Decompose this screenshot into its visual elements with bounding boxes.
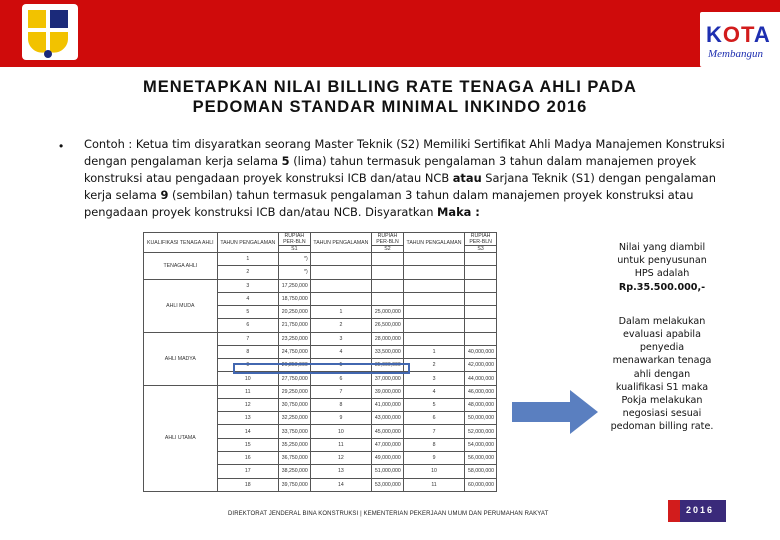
experience-s3-cell bbox=[403, 292, 464, 305]
rate-s2-cell: 33,500,000 bbox=[372, 345, 404, 358]
note-eval-line: evaluasi apabila bbox=[623, 329, 701, 341]
rate-s3-cell: 52,000,000 bbox=[465, 425, 497, 438]
rate-s3-cell: 60,000,000 bbox=[465, 478, 497, 491]
header-s1: S1 bbox=[278, 246, 310, 253]
note-eval-line: menawarkan tenaga bbox=[612, 355, 712, 367]
body-mid-1: (lima) tahun termasuk pengalaman 3 tahun dalam manajemen proyek konstruksi atau pengadaan proyek konstruksi ICB dan/atau NCB bbox=[84, 154, 697, 185]
group-ahli-muda: AHLI MUDA bbox=[144, 279, 218, 332]
rate-s1-cell: 17,250,000 bbox=[278, 279, 310, 292]
experience-s3-cell: 7 bbox=[403, 425, 464, 438]
experience-s1-cell: 4 bbox=[217, 292, 278, 305]
body-mid-2: Sarjana Teknik (S1) dengan pengalaman kerja selama bbox=[84, 171, 716, 202]
rate-s2-cell: 49,000,000 bbox=[372, 451, 404, 464]
body-maka: Maka : bbox=[437, 205, 480, 219]
experience-s2-cell bbox=[310, 253, 371, 266]
note-hps-line: untuk penyusunan bbox=[617, 255, 707, 267]
rate-s3-cell: 50,000,000 bbox=[465, 412, 497, 425]
header-rupiah-s1: RUPIAH PER-BLN bbox=[278, 233, 310, 246]
header-s3: S3 bbox=[465, 246, 497, 253]
note-evaluation bbox=[603, 315, 721, 434]
badge-stripe bbox=[668, 500, 680, 522]
experience-s2-cell: 12 bbox=[310, 451, 371, 464]
rate-s1-cell: 23,250,000 bbox=[278, 332, 310, 345]
page-title bbox=[20, 77, 760, 117]
table-row bbox=[144, 385, 497, 398]
experience-s1-cell: 1 bbox=[217, 253, 278, 266]
experience-s1-cell: 15 bbox=[217, 438, 278, 451]
rate-s3-cell: 48,000,000 bbox=[465, 398, 497, 411]
experience-s3-cell: 1 bbox=[403, 345, 464, 358]
rate-s3-cell bbox=[465, 253, 497, 266]
highlight-box bbox=[233, 363, 410, 374]
bullet-point: • bbox=[59, 139, 64, 153]
experience-s1-cell: 2 bbox=[217, 266, 278, 279]
logo-wordmark: KOTA bbox=[706, 22, 771, 47]
note-hps-line: Nilai yang diambil bbox=[618, 242, 706, 253]
experience-s3-cell: 4 bbox=[403, 385, 464, 398]
ministry-emblem-icon bbox=[22, 4, 78, 60]
experience-s3-cell bbox=[403, 266, 464, 279]
experience-s3-cell bbox=[403, 306, 464, 319]
group-ahli-madya: AHLI MADYA bbox=[144, 332, 218, 385]
top-banner bbox=[0, 0, 780, 67]
header-experience-s3: TAHUN PENGALAMAN bbox=[403, 233, 464, 253]
table-row bbox=[144, 332, 497, 345]
rate-s3-cell bbox=[465, 279, 497, 292]
table-row bbox=[144, 279, 497, 292]
experience-s2-cell: 3 bbox=[310, 332, 371, 345]
experience-s2-cell: 10 bbox=[310, 425, 371, 438]
body-lead: Contoh : Ketua tim disyaratkan seorang Master Teknik (S2) Memiliki Sertifikat Ahli Madya Manajemen Konstruksi dengan pengalaman kerja selama bbox=[84, 137, 725, 168]
rate-s1-cell: *) bbox=[278, 266, 310, 279]
experience-s1-cell: 18 bbox=[217, 478, 278, 491]
note-eval-line: negosiasi sesuai bbox=[622, 408, 702, 420]
rate-s3-cell bbox=[465, 266, 497, 279]
experience-s1-cell: 10 bbox=[217, 372, 278, 385]
experience-s1-cell: 9 bbox=[217, 359, 278, 372]
experience-s1-cell: 6 bbox=[217, 319, 278, 332]
rate-s2-cell: 47,000,000 bbox=[372, 438, 404, 451]
rate-s3-cell bbox=[465, 292, 497, 305]
ministry-logo bbox=[22, 4, 78, 60]
header-s2: S2 bbox=[372, 246, 404, 253]
rate-s2-cell bbox=[372, 253, 404, 266]
group-tenaga-ahli: TENAGA AHLI bbox=[144, 253, 218, 280]
rate-s1-cell: 18,750,000 bbox=[278, 292, 310, 305]
rate-s1-cell: 26,250,000 bbox=[278, 359, 310, 372]
experience-s3-cell bbox=[403, 319, 464, 332]
rate-s2-cell: 26,500,000 bbox=[372, 319, 404, 332]
experience-s1-cell: 17 bbox=[217, 465, 278, 478]
rate-s2-cell bbox=[372, 266, 404, 279]
experience-s2-cell: 4 bbox=[310, 345, 371, 358]
rate-s2-cell: 37,000,000 bbox=[372, 372, 404, 385]
example-paragraph bbox=[84, 136, 744, 221]
experience-s3-cell: 9 bbox=[403, 451, 464, 464]
experience-s2-cell: 6 bbox=[310, 372, 371, 385]
kota-membangun-logo bbox=[700, 12, 780, 67]
rate-s1-cell: 39,750,000 bbox=[278, 478, 310, 491]
experience-s2-cell bbox=[310, 266, 371, 279]
rate-s1-cell: 36,750,000 bbox=[278, 451, 310, 464]
rate-s3-cell bbox=[465, 319, 497, 332]
experience-s1-cell: 13 bbox=[217, 412, 278, 425]
experience-s2-cell: 5 bbox=[310, 359, 371, 372]
experience-s2-cell: 11 bbox=[310, 438, 371, 451]
rate-s2-cell bbox=[372, 292, 404, 305]
note-hps bbox=[603, 241, 721, 294]
note-eval-line: pedoman billing rate. bbox=[610, 421, 714, 433]
body-atau: atau bbox=[452, 171, 482, 185]
experience-s3-cell bbox=[403, 332, 464, 345]
header-experience-s2: TAHUN PENGALAMAN bbox=[310, 233, 371, 253]
experience-s1-cell: 16 bbox=[217, 451, 278, 464]
experience-s2-cell: 7 bbox=[310, 385, 371, 398]
experience-s3-cell: 8 bbox=[403, 438, 464, 451]
experience-s3-cell: 3 bbox=[403, 372, 464, 385]
footer-text: DIREKTORAT JENDERAL BINA KONSTRUKSI | KEMENTERIAN PEKERJAAN UMUM DAN PERUMAHAN RAKYAT bbox=[228, 511, 549, 517]
header-experience-s1: TAHUN PENGALAMAN bbox=[217, 233, 278, 253]
experience-s2-cell: 1 bbox=[310, 306, 371, 319]
rate-s3-cell: 54,000,000 bbox=[465, 438, 497, 451]
note-hps-line: HPS adalah bbox=[634, 268, 690, 280]
rate-s2-cell: 28,000,000 bbox=[372, 332, 404, 345]
experience-s1-cell: 14 bbox=[217, 425, 278, 438]
experience-s1-cell: 8 bbox=[217, 345, 278, 358]
rate-s1-cell: 21,750,000 bbox=[278, 319, 310, 332]
rate-s1-cell: 27,750,000 bbox=[278, 372, 310, 385]
experience-s2-cell: 2 bbox=[310, 319, 371, 332]
header-qualification: KUALIFIKASI TENAGA AHLI bbox=[144, 233, 218, 253]
note-eval-line: penyedia bbox=[639, 342, 685, 354]
experience-s3-cell: 6 bbox=[403, 412, 464, 425]
rate-s3-cell: 44,000,000 bbox=[465, 372, 497, 385]
rate-s3-cell: 46,000,000 bbox=[465, 385, 497, 398]
experience-s1-cell: 5 bbox=[217, 306, 278, 319]
rate-s1-cell: 24,750,000 bbox=[278, 345, 310, 358]
rate-s1-cell: 30,750,000 bbox=[278, 398, 310, 411]
rate-s3-cell: 40,000,000 bbox=[465, 345, 497, 358]
title-line-1: MENETAPKAN NILAI BILLING RATE TENAGA AHLI PADA bbox=[143, 78, 637, 96]
note-eval-line: kualifikasi S1 maka bbox=[615, 381, 709, 393]
experience-s1-cell: 3 bbox=[217, 279, 278, 292]
experience-s2-cell bbox=[310, 292, 371, 305]
rate-s1-cell: 35,250,000 bbox=[278, 438, 310, 451]
rate-s3-cell: 58,000,000 bbox=[465, 465, 497, 478]
rate-s2-cell: 43,000,000 bbox=[372, 412, 404, 425]
experience-s1-cell: 12 bbox=[217, 398, 278, 411]
header-rupiah-s3: RUPIAH PER-BLN bbox=[465, 233, 497, 246]
rate-s1-cell: 29,250,000 bbox=[278, 385, 310, 398]
rate-s2-cell: 41,000,000 bbox=[372, 398, 404, 411]
experience-s2-cell: 14 bbox=[310, 478, 371, 491]
body-end: (sembilan) tahun termasuk pengalaman 3 tahun dalam manajemen proyek konstruksi atau pengadaan proyek konstruksi ICB dan/atau NCB. Disyaratkan bbox=[84, 188, 694, 219]
experience-s2-cell: 8 bbox=[310, 398, 371, 411]
rate-s3-cell: 42,000,000 bbox=[465, 359, 497, 372]
rate-s2-cell bbox=[372, 279, 404, 292]
note-eval-line: Pokja melakukan bbox=[621, 395, 703, 407]
body-years-2: 9 bbox=[160, 188, 169, 202]
arrow-right-icon bbox=[512, 390, 598, 434]
note-eval-line: Dalam melakukan bbox=[618, 315, 706, 327]
rate-s3-cell: 56,000,000 bbox=[465, 451, 497, 464]
billing-rate-table bbox=[143, 232, 497, 492]
group-ahli-utama: AHLI UTAMA bbox=[144, 385, 218, 491]
title-line-2: PEDOMAN STANDAR MINIMAL INKINDO 2016 bbox=[192, 98, 588, 116]
experience-s2-cell bbox=[310, 279, 371, 292]
rate-s2-cell: 51,000,000 bbox=[372, 465, 404, 478]
side-notes bbox=[603, 241, 721, 434]
rate-s1-cell: *) bbox=[278, 253, 310, 266]
logo-tagline: Membangun bbox=[708, 48, 763, 60]
experience-s2-cell: 13 bbox=[310, 465, 371, 478]
rate-s2-cell: 39,000,000 bbox=[372, 385, 404, 398]
rate-s1-cell: 32,250,000 bbox=[278, 412, 310, 425]
experience-s3-cell: 11 bbox=[403, 478, 464, 491]
experience-s1-cell: 7 bbox=[217, 332, 278, 345]
badge-year: 2016 bbox=[686, 505, 715, 515]
experience-s3-cell: 10 bbox=[403, 465, 464, 478]
rate-s3-cell bbox=[465, 306, 497, 319]
experience-s3-cell: 2 bbox=[403, 359, 464, 372]
rate-s2-cell: 53,000,000 bbox=[372, 478, 404, 491]
header-rupiah-s2: RUPIAH PER-BLN bbox=[372, 233, 404, 246]
body-years-1: 5 bbox=[281, 154, 290, 168]
rate-s2-cell: 45,000,000 bbox=[372, 425, 404, 438]
rate-s1-cell: 20,250,000 bbox=[278, 306, 310, 319]
experience-s1-cell: 11 bbox=[217, 385, 278, 398]
table-row bbox=[144, 253, 497, 266]
rate-s2-cell: 35,000,000 bbox=[372, 359, 404, 372]
year-badge bbox=[668, 500, 726, 522]
rate-s3-cell bbox=[465, 332, 497, 345]
experience-s2-cell: 9 bbox=[310, 412, 371, 425]
experience-s3-cell bbox=[403, 279, 464, 292]
note-eval-line: ahli dengan bbox=[633, 368, 691, 380]
rate-s1-cell: 38,250,000 bbox=[278, 465, 310, 478]
rate-s2-cell: 25,000,000 bbox=[372, 306, 404, 319]
experience-s3-cell: 5 bbox=[403, 398, 464, 411]
note-hps-amount: Rp.35.500.000,- bbox=[618, 281, 706, 293]
rate-s1-cell: 33,750,000 bbox=[278, 425, 310, 438]
experience-s3-cell bbox=[403, 253, 464, 266]
